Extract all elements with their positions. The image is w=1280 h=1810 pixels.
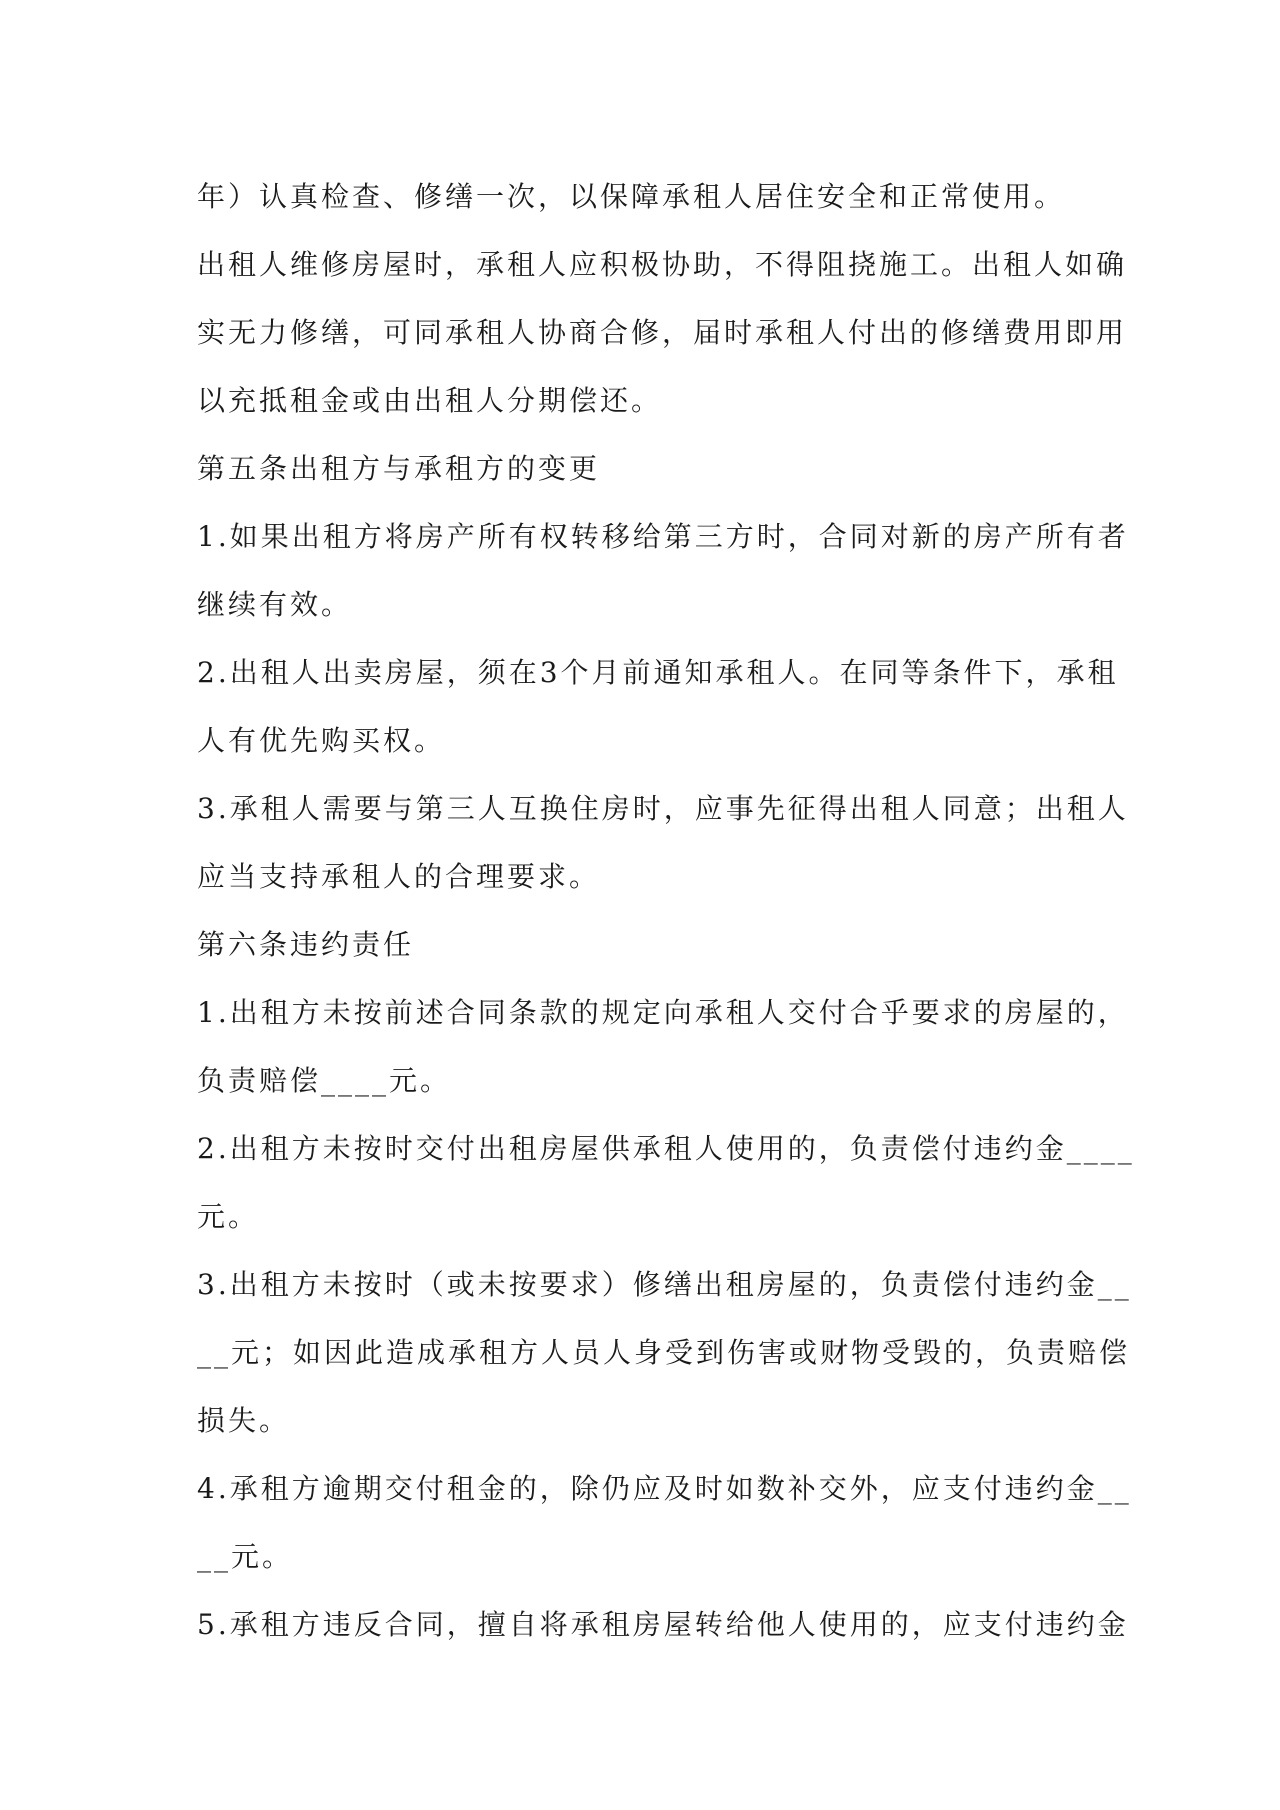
text-line: 损失。 [197, 1404, 291, 1437]
text-line: 负责赔偿____元。 [197, 1064, 452, 1097]
clause-6-4 [197, 1455, 1132, 1591]
text-line: 元。 [197, 1200, 260, 1233]
paragraph-repair-end [197, 163, 1097, 231]
document-body [197, 163, 1135, 1659]
text-line: 2.出租人出卖房屋，须在3个月前通知承租人。在同等条件下，承租 [197, 656, 1119, 689]
clause-6-3 [197, 1251, 1132, 1455]
clause-5-1 [197, 503, 1129, 639]
text-line: __元。 [197, 1540, 294, 1573]
clause-6-2 [197, 1115, 1135, 1251]
text-line: 以充抵租金或由出租人分期偿还。 [197, 384, 663, 417]
clause-5-2 [197, 639, 1119, 775]
text-line: __元；如因此造成承租方人员人身受到伤害或财物受毁的，负责赔偿 [197, 1336, 1131, 1369]
section-heading-article-5 [197, 435, 1097, 503]
text-line: 人有优先购买权。 [197, 724, 446, 757]
text-line: 1.如果出租方将房产所有权转移给第三方时，合同对新的房产所有者 [197, 520, 1129, 553]
heading-line: 第六条违约责任 [197, 928, 415, 961]
text-line: 4.承租方逾期交付租金的，除仍应及时如数补交外，应支付违约金__ [197, 1472, 1132, 1505]
clause-6-5 [197, 1591, 1129, 1659]
text-line: 应当支持承租人的合理要求。 [197, 860, 601, 893]
text-line: 3.承租人需要与第三人互换住房时，应事先征得出租人同意；出租人 [197, 792, 1129, 825]
heading-line: 第五条出租方与承租方的变更 [197, 452, 601, 485]
text-line: 3.出租方未按时（或未按要求）修缮出租房屋的，负责偿付违约金__ [197, 1268, 1132, 1301]
text-line: 5.承租方违反合同，擅自将承租房屋转给他人使用的，应支付违约金 [197, 1608, 1129, 1641]
paragraph-lessor-repair [197, 231, 1128, 435]
text-line: 2.出租方未按时交付出租房屋供承租人使用的，负责偿付违约金____ [197, 1132, 1135, 1165]
text-line: 继续有效。 [197, 588, 353, 621]
clause-5-3 [197, 775, 1129, 911]
text-line: 实无力修缮，可同承租人协商合修，届时承租人付出的修缮费用即用 [197, 316, 1128, 349]
text-line: 出租人维修房屋时，承租人应积极协助，不得阻挠施工。出租人如确 [197, 248, 1128, 281]
section-heading-article-6 [197, 911, 1097, 979]
text-line: 1.出租方未按前述合同条款的规定向承租人交付合乎要求的房屋的， [197, 996, 1129, 1029]
text-line: 年）认真检查、修缮一次，以保障承租人居住安全和正常使用。 [197, 180, 1066, 213]
clause-6-1 [197, 979, 1129, 1115]
